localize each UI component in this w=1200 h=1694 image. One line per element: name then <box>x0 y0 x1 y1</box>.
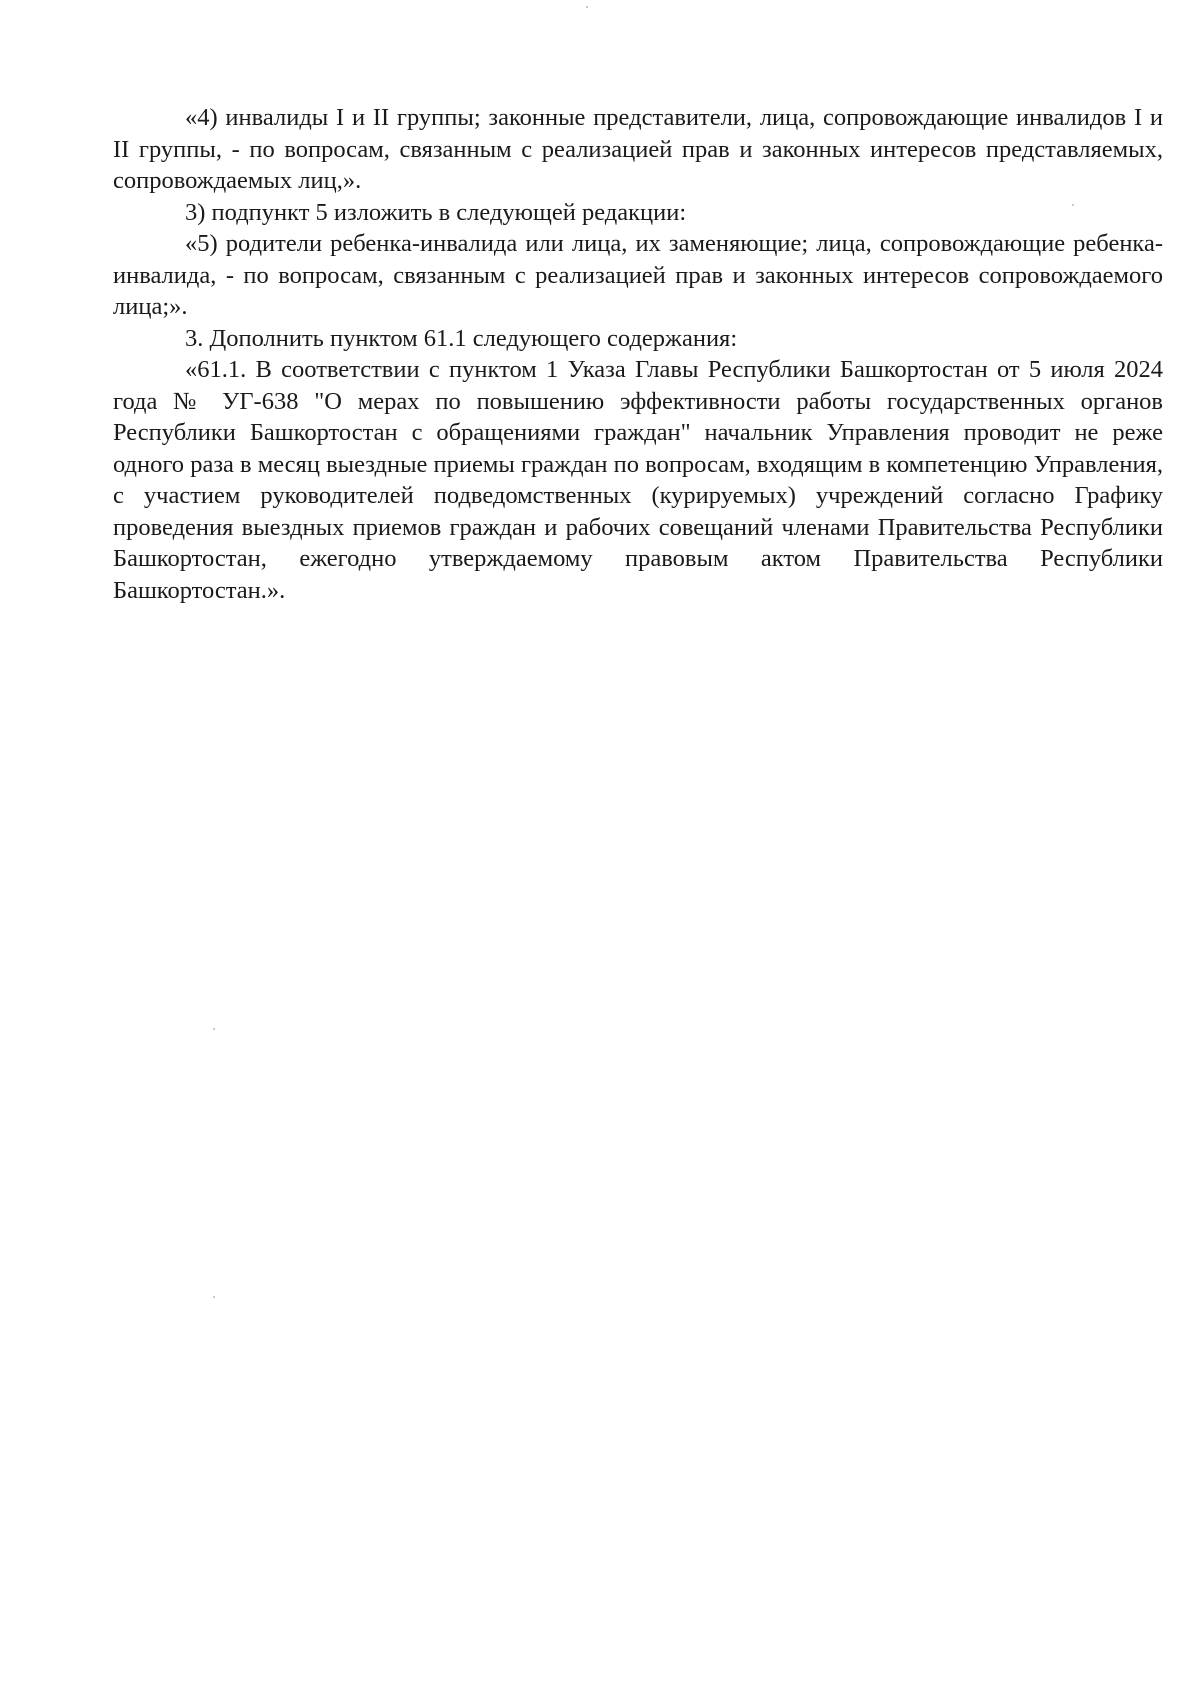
scan-speck <box>213 1296 215 1298</box>
paragraph-item-61-1: «61.1. В соответствии с пунктом 1 Указа Главы Республики Башкортостан от 5 июля 2024 года № УГ-638 "О мерах по повышению эффективности работы государственных органов Республики Башкортостан с обращениями граждан" начальник Управления проводит не реже одного раза в месяц выездные приемы граждан по вопросам, входящим в компетенцию Управления, с участием руководителей подведомственных (курируемых) учреждений согласно Графику проведения выездных приемов граждан и рабочих совещаний членами Правительства Республики Башкортостан, ежегодно утверждаемому правовым актом Правительства Республики Башкортостан.». <box>113 356 1163 604</box>
paragraph-item-4: «4) инвалиды I и II группы; законные представители, лица, сопровождающие инвалидов I и II группы, - по вопросам, связанным с реализацией прав и законных интересов представляемых, сопровождаемых лиц,». <box>113 104 1163 194</box>
paragraph-section-3: 3. Дополнить пунктом 61.1 следующего содержания: <box>185 324 738 352</box>
scan-speck <box>213 1028 215 1030</box>
scan-speck <box>586 6 588 8</box>
document-body <box>113 102 1163 606</box>
paragraph-subitem-3: 3) подпункт 5 изложить в следующей редакции: <box>185 198 687 226</box>
scan-speck <box>1072 204 1074 206</box>
paragraph-item-5: «5) родители ребенка-инвалида или лица, их заменяющие; лица, сопровождающие ребенка-инвалида, - по вопросам, связанным с реализацией прав и законных интересов сопровождаемого лица;». <box>113 230 1163 320</box>
